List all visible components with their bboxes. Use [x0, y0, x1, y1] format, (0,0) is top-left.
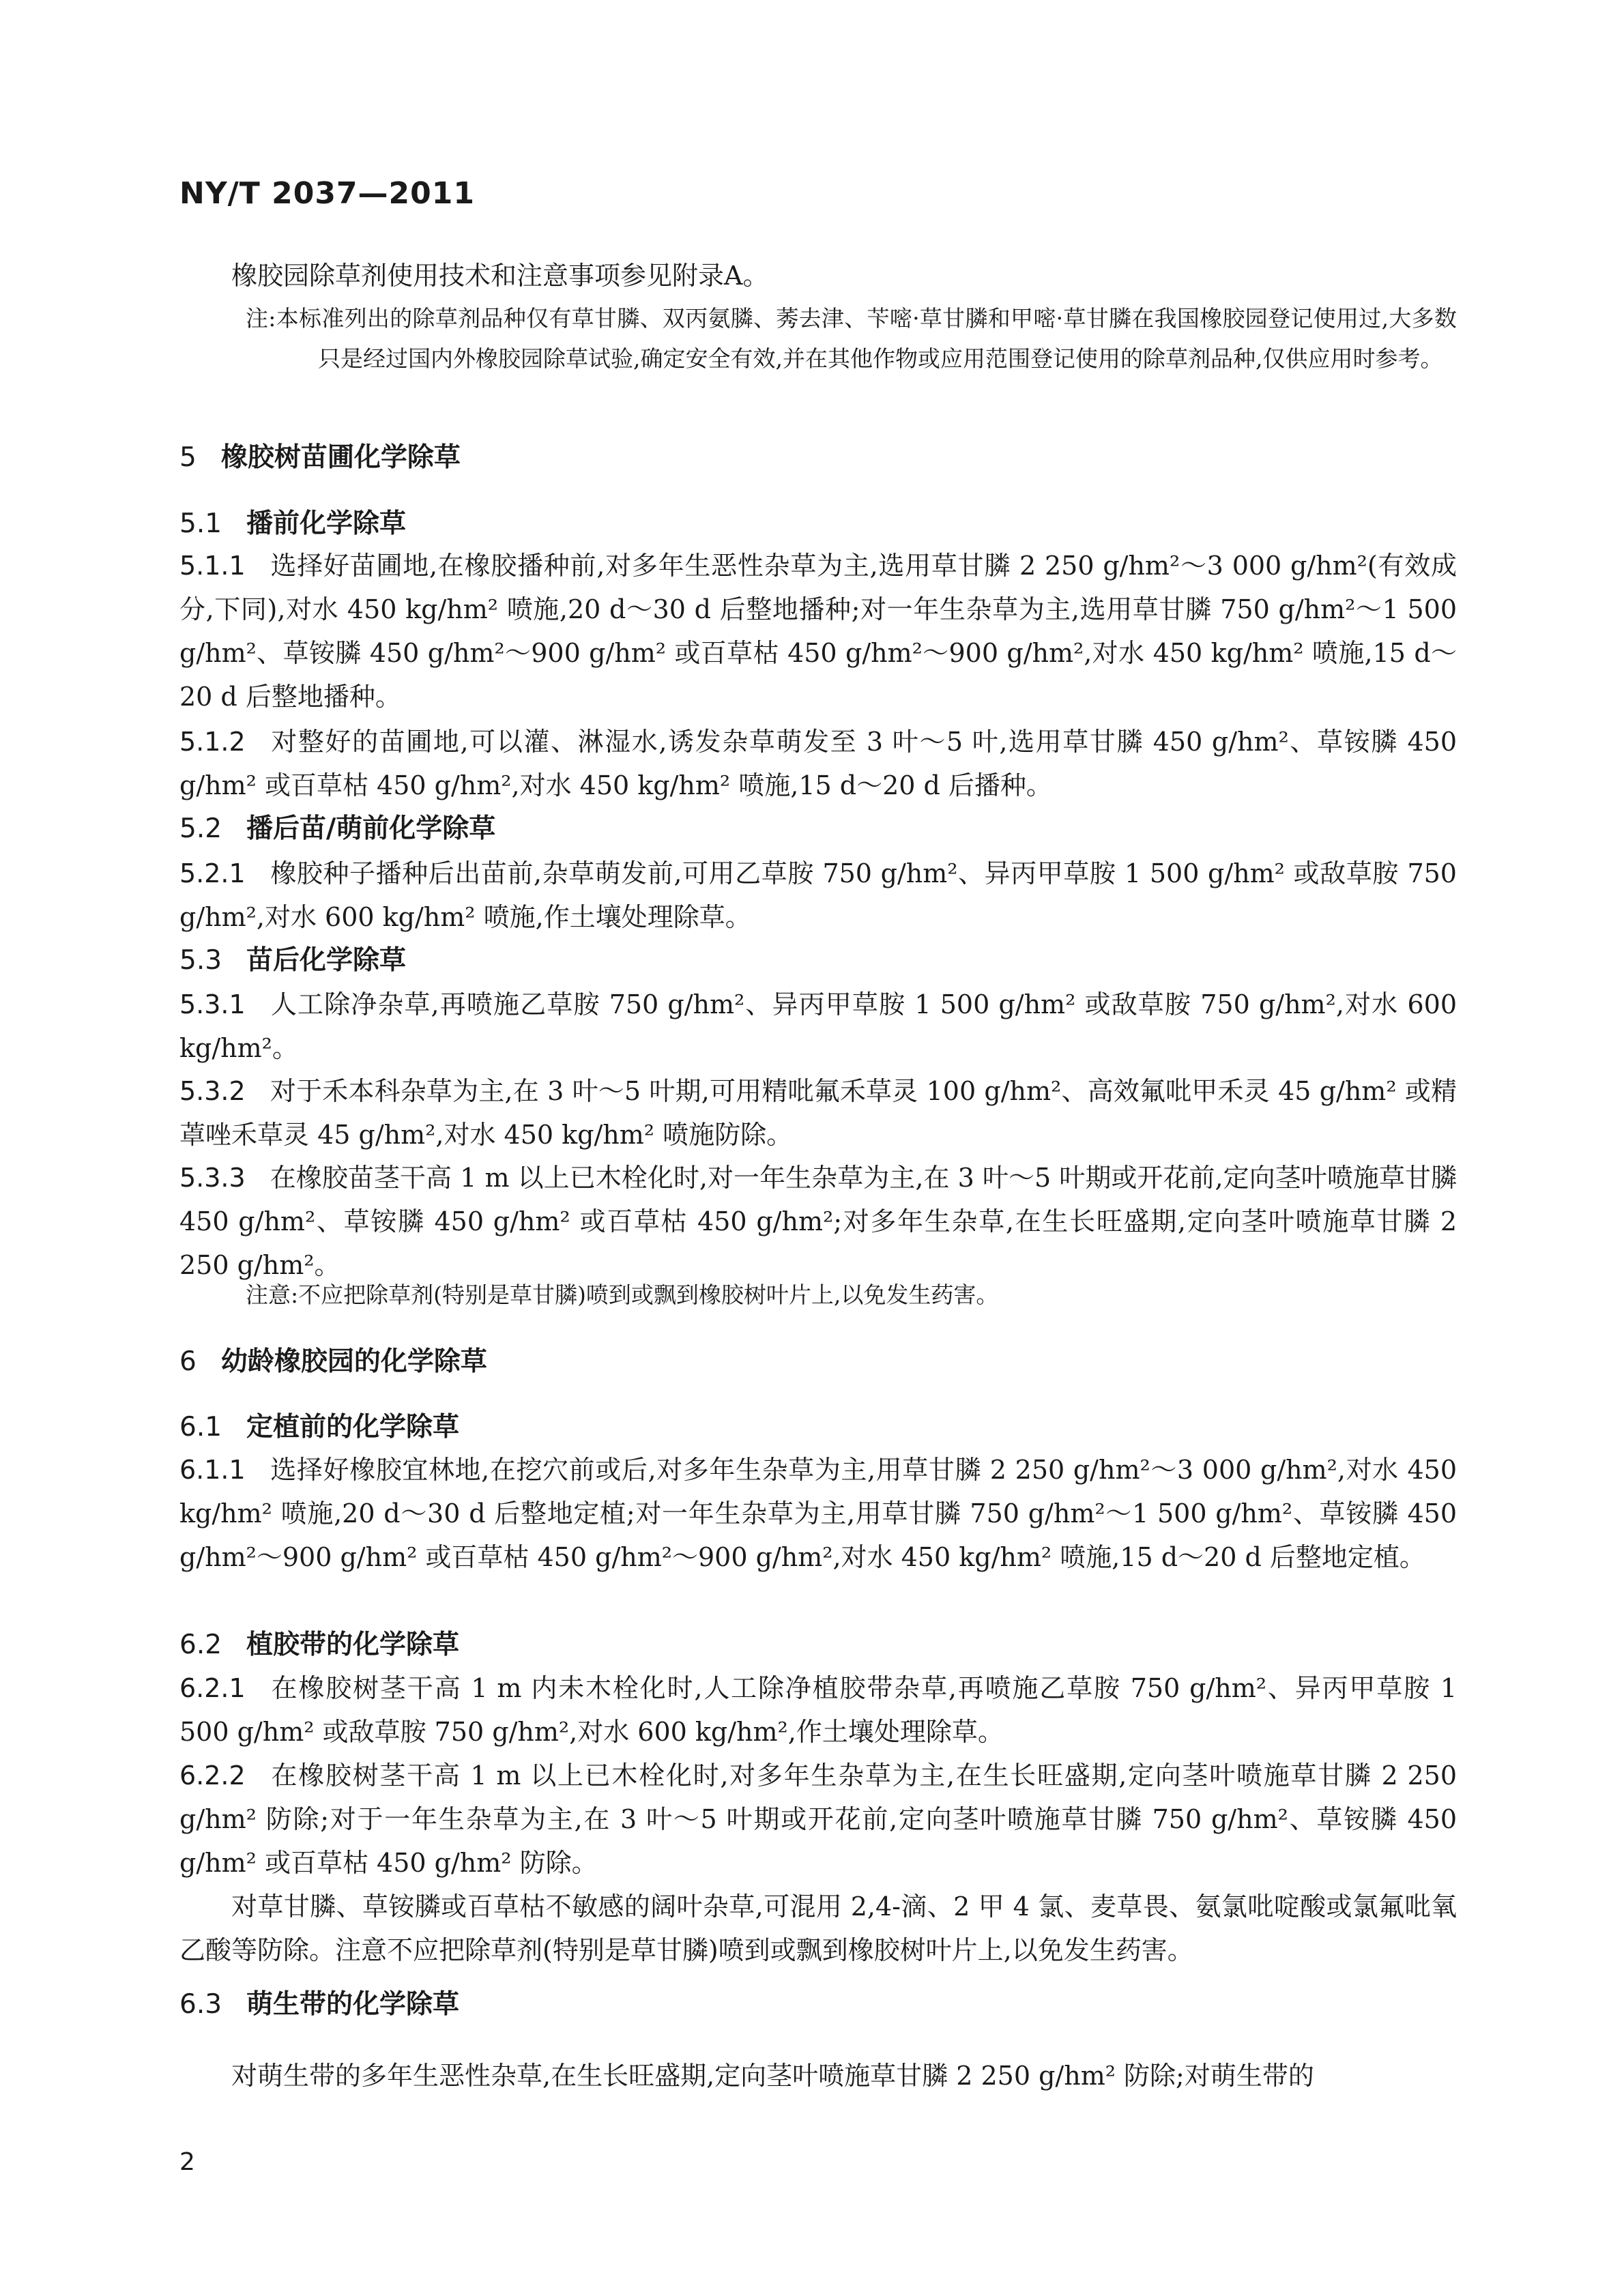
clause-6-1-1	[179, 1448, 1457, 1579]
section-5-3-heading	[179, 938, 1457, 983]
standard-code-header: NY/T 2037—2011	[179, 176, 476, 211]
clause-5-1-2	[179, 720, 1457, 807]
section-title: 播前化学除草	[246, 508, 407, 539]
paragraph-text: 对草甘膦、草铵膦或百草枯不敏感的阔叶杂草,可混用 2,4-滴、2 甲 4 氯、麦草畏、氨氯吡啶酸或氯氟吡氧乙酸等防除。注意不应把除草剂(特别是草甘膦)喷到或飘到橡胶树叶片上,以免发生药害。	[179, 1892, 1457, 1965]
clause-5-2-1	[179, 852, 1457, 939]
paragraph-text: 对萌生带的多年生恶性杂草,在生长旺盛期,定向茎叶喷施草甘膦 2 250 g/hm² 防除;对萌生带的	[231, 2061, 1314, 2091]
section-5-heading	[179, 435, 1457, 480]
clause-text: 选择好橡胶宜林地,在挖穴前或后,对多年生杂草为主,用草甘膦 2 250 g/hm²～3 000 g/hm²,对水 450 kg/hm² 喷施,20 d～30 d 后整地定植;对一年生杂草为主,用草甘膦 750 g/hm²～1 500 g/hm²、草铵膦 450 g/hm²～900 g/hm² 或百草枯 450 g/hm²～900 g/hm²,对水 450 kg/hm² 喷施,15 d～20 d 后整地定植。	[179, 1455, 1457, 1572]
section-title: 播后苗/萌前化学除草	[246, 813, 496, 844]
section-title: 定植前的化学除草	[246, 1411, 460, 1443]
section-title: 幼龄橡胶园的化学除草	[220, 1346, 487, 1377]
clause-number: 5.1.2	[179, 727, 246, 757]
clause-number: 6.1.1	[179, 1455, 246, 1485]
clause-number: 5.3.1	[179, 989, 246, 1019]
section-5-1-heading	[179, 502, 1457, 546]
section-title: 橡胶树苗圃化学除草	[220, 441, 461, 473]
note-label: 注:	[246, 305, 276, 332]
clause-text: 对整好的苗圃地,可以灌、淋湿水,诱发杂草萌发至 3 叶～5 叶,选用草甘膦 450 g/hm²、草铵膦 450 g/hm² 或百草枯 450 g/hm²,对水 450 kg/hm² 喷施,15 d～20 d 后播种。	[179, 727, 1457, 800]
section-number: 6.2	[179, 1629, 222, 1660]
note-body: 本标准列出的除草剂品种仅有草甘膦、双丙氨膦、莠去津、苄嘧·草甘膦和甲嘧·草甘膦在我国橡胶园登记使用过,大多数只是经过国内外橡胶园除草试验,确定安全有效,并在其他作物或应用范围登记使用的除草剂品种,仅供应用时参考。	[276, 305, 1457, 372]
clause-number: 5.3.2	[179, 1076, 246, 1106]
intro-paragraph	[179, 254, 1457, 298]
section-title: 苗后化学除草	[246, 944, 407, 976]
page-number: 2	[179, 2148, 195, 2176]
clause-text: 人工除净杂草,再喷施乙草胺 750 g/hm²、异丙甲草胺 1 500 g/hm² 或敌草胺 750 g/hm²,对水 600 kg/hm²。	[179, 989, 1457, 1063]
section-title: 萌生带的化学除草	[246, 1988, 460, 2020]
section-number: 6.1	[179, 1412, 222, 1443]
clause-number: 5.3.3	[179, 1163, 246, 1193]
clause-5-3-1	[179, 983, 1457, 1070]
caution-note	[246, 1275, 1457, 1315]
clause-5-3-3	[179, 1156, 1457, 1287]
section-title: 植胶带的化学除草	[246, 1629, 460, 1660]
section-5-2-heading	[179, 807, 1457, 851]
clause-text: 在橡胶树茎干高 1 m 内未木栓化时,人工除净植胶带杂草,再喷施乙草胺 750 g/hm²、异丙甲草胺 1 500 g/hm² 或敌草胺 750 g/hm²,对水 600 kg/hm²,作土壤处理除草。	[179, 1673, 1457, 1747]
clause-number: 6.2.2	[179, 1760, 246, 1791]
clause-number: 5.1.1	[179, 551, 246, 581]
clause-5-1-1	[179, 544, 1457, 719]
clause-text: 在橡胶树茎干高 1 m 以上已木栓化时,对多年生杂草为主,在生长旺盛期,定向茎叶喷施草甘膦 2 250 g/hm² 防除;对于一年生杂草为主,在 3 叶～5 叶期或开花前,定向茎叶喷施草甘膦 750 g/hm²、草铵膦 450 g/hm² 或百草枯 450 g/hm² 防除。	[179, 1760, 1457, 1878]
clause-text: 对于禾本科杂草为主,在 3 叶～5 叶期,可用精吡氟禾草灵 100 g/hm²、高效氟吡甲禾灵 45 g/hm² 或精䓬唑禾草灵 45 g/hm²,对水 450 kg/hm² 喷施防除。	[179, 1076, 1457, 1150]
section-6-3-heading	[179, 1982, 1457, 2027]
clause-text: 在橡胶苗茎干高 1 m 以上已木栓化时,对一年生杂草为主,在 3 叶～5 叶期或开花前,定向茎叶喷施草甘膦 450 g/hm²、草铵膦 450 g/hm² 或百草枯 450 g/hm²;对多年生杂草,在生长旺盛期,定向茎叶喷施草甘膦 2 250 g/hm²。	[179, 1163, 1457, 1280]
section-6-heading	[179, 1339, 1457, 1384]
clause-text: 橡胶种子播种后出苗前,杂草萌发前,可用乙草胺 750 g/hm²、异丙甲草胺 1 500 g/hm² 或敌草胺 750 g/hm²,对水 600 kg/hm² 喷施,作土壤处理除草。	[179, 858, 1457, 932]
clause-number: 6.2.1	[179, 1673, 246, 1703]
clause-number: 5.2.1	[179, 858, 246, 888]
note-text	[246, 298, 1457, 379]
note-block	[246, 298, 1457, 379]
section-6-2-heading	[179, 1623, 1457, 1667]
caution-text: 注意:不应把除草剂(特别是草甘膦)喷到或飘到橡胶树叶片上,以免发生药害。	[246, 1281, 999, 1308]
section-number: 5	[179, 442, 197, 473]
section-number: 6.3	[179, 1989, 222, 2020]
section-number: 5.1	[179, 508, 222, 539]
paragraph-6-3	[179, 2054, 1457, 2098]
clause-6-2-1	[179, 1666, 1457, 1754]
paragraph-broadleaf	[179, 1885, 1457, 1972]
clause-text: 选择好苗圃地,在橡胶播种前,对多年生恶性杂草为主,选用草甘膦 2 250 g/hm²～3 000 g/hm²(有效成分,下同),对水 450 kg/hm² 喷施,20 d～30 d 后整地播种;对一年生杂草为主,选用草甘膦 750 g/hm²～1 500 g/hm²、草铵膦 450 g/hm²～900 g/hm² 或百草枯 450 g/hm²～900 g/hm²,对水 450 kg/hm² 喷施,15 d～20 d 后整地播种。	[179, 551, 1457, 712]
clause-6-2-2	[179, 1754, 1457, 1885]
section-6-1-heading	[179, 1405, 1457, 1449]
section-number: 5.2	[179, 813, 222, 844]
clause-5-3-2	[179, 1069, 1457, 1157]
section-number: 6	[179, 1346, 197, 1377]
intro-text: 橡胶园除草剂使用技术和注意事项参见附录A。	[231, 261, 769, 291]
section-number: 5.3	[179, 945, 222, 976]
